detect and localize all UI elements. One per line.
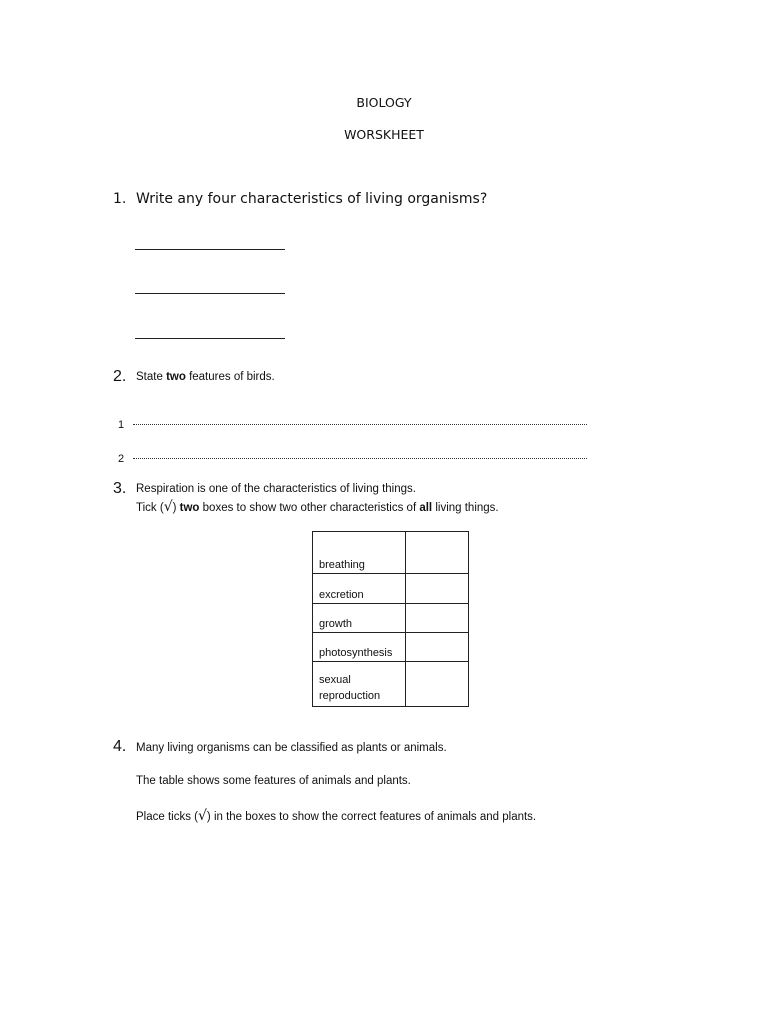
question-2-text-bold: two bbox=[166, 371, 186, 383]
tick-box-photosynthesis[interactable] bbox=[406, 633, 469, 662]
question-2-text-a: State bbox=[136, 371, 167, 383]
question-1-number: 1. bbox=[113, 191, 127, 207]
tick-mark-icon: √ bbox=[198, 808, 207, 824]
tick-mark-icon: √ bbox=[163, 499, 173, 515]
question-3-number: 3. bbox=[113, 480, 127, 497]
question-4-line-3-b: ) in the boxes to show the correct features of animals and plants. bbox=[206, 811, 537, 823]
table-row bbox=[313, 574, 469, 604]
question-3-line-2-bold-2: all bbox=[419, 502, 433, 514]
question-2-text bbox=[136, 371, 275, 383]
page-title: BIOLOGY bbox=[356, 95, 412, 110]
question-4-number: 4. bbox=[113, 738, 127, 755]
question-3-line-1: Respiration is one of the characteristics of living things. bbox=[136, 483, 416, 495]
answer-line-1[interactable] bbox=[135, 249, 285, 250]
answer-row-2-number: 2 bbox=[118, 453, 125, 465]
question-3-line-2 bbox=[136, 499, 499, 515]
answer-row-2 bbox=[118, 449, 124, 467]
question-4-line-1: Many living organisms can be classified as plants or animals. bbox=[136, 742, 447, 754]
answer-line-3[interactable] bbox=[135, 338, 285, 339]
characteristics-table bbox=[312, 531, 469, 707]
tick-box-excretion[interactable] bbox=[406, 574, 469, 604]
question-3-line-2-b: ) bbox=[172, 502, 180, 514]
answer-row-1-number: 1 bbox=[118, 419, 125, 431]
table-row bbox=[313, 633, 469, 662]
question-4-line-3-a: Place ticks ( bbox=[136, 811, 198, 823]
question-4-line-3 bbox=[136, 808, 536, 824]
table-row bbox=[313, 662, 469, 707]
tick-box-breathing[interactable] bbox=[406, 532, 469, 574]
answer-dotted-line-1[interactable] bbox=[133, 424, 587, 425]
question-2-number: 2. bbox=[113, 368, 127, 385]
row-label-growth: growth bbox=[313, 604, 406, 633]
page-subtitle: WORSKHEET bbox=[344, 127, 424, 142]
question-3-line-2-c: boxes to show two other characteristics of bbox=[199, 502, 420, 514]
row-label-excretion: excretion bbox=[313, 574, 406, 604]
question-1-text: Write any four characteristics of living organisms? bbox=[136, 191, 488, 207]
row-label-photosynthesis: photosynthesis bbox=[313, 633, 406, 662]
answer-row-1 bbox=[118, 415, 124, 433]
question-2-text-b: features of birds. bbox=[185, 371, 275, 383]
question-3-line-2-bold-1: two bbox=[179, 502, 200, 514]
table-row bbox=[313, 604, 469, 633]
table-row bbox=[313, 532, 469, 574]
question-3-line-2-a: Tick ( bbox=[136, 502, 164, 514]
tick-box-sexual-reproduction[interactable] bbox=[406, 662, 469, 707]
question-4-line-2: The table shows some features of animals and plants. bbox=[136, 775, 411, 787]
answer-dotted-line-2[interactable] bbox=[133, 458, 587, 459]
row-label-breathing: breathing bbox=[313, 532, 406, 574]
answer-line-2[interactable] bbox=[135, 293, 285, 294]
question-3-line-2-d: living things. bbox=[432, 502, 499, 514]
tick-box-growth[interactable] bbox=[406, 604, 469, 633]
row-label-sexual-reproduction: sexual reproduction bbox=[313, 662, 406, 707]
